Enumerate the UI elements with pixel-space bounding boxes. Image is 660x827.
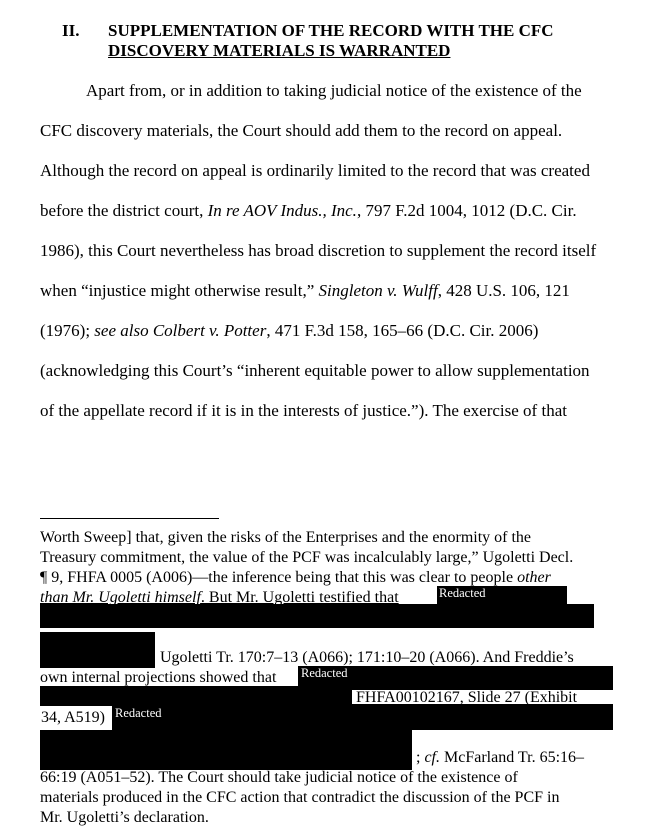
body-line: of the appellate record if it is in the interests of justice.”). The exercise of that [40, 401, 567, 420]
footnote-line: Worth Sweep] that, given the risks of the Enterprises and the enormity of the [40, 529, 532, 546]
footnote-separator [40, 518, 219, 519]
footnote-line: Ugoletti Tr. 170:7–13 (A066); 171:10–20 (A066). And Freddie’s [160, 649, 574, 666]
footnote-line: ¶ 9, FHFA 0005 (A006)—the inference being that this was clear to people other [40, 569, 551, 586]
body-line: before the district court, In re AOV Indus., Inc., 797 F.2d 1004, 1012 (D.C. Cir. [40, 201, 577, 220]
section-title [108, 21, 554, 61]
footnote-line: 66:19 (A051–52). The Court should take judicial notice of the existence of [40, 769, 518, 786]
redaction-box [40, 730, 412, 770]
case-citation: In re AOV Indus., Inc. [207, 201, 357, 220]
redaction-box [112, 704, 613, 730]
body-line: when “injustice might otherwise result,” Singleton v. Wulff, 428 U.S. 106, 121 [40, 281, 570, 300]
footnote-line: Mr. Ugoletti’s declaration. [40, 809, 209, 826]
section-title-line-2: DISCOVERY MATERIALS IS WARRANTED [108, 41, 451, 60]
body-line: (acknowledging this Court’s “inherent equitable power to allow supplementation [40, 361, 590, 380]
case-citation: Singleton v. Wulff [318, 281, 438, 300]
body-line: CFC discovery materials, the Court should add them to the record on appeal. [40, 121, 563, 140]
footnote-line: FHFA00102167, Slide 27 (Exhibit [356, 689, 578, 706]
footnote-line: materials produced in the CFC action that contradict the discussion of the PCF in [40, 789, 560, 806]
footnote-line: ; cf. McFarland Tr. 65:16– [416, 749, 585, 766]
redaction-box [40, 632, 155, 668]
case-citation: see also Colbert v. Potter [94, 321, 267, 340]
section-number: II. [62, 21, 80, 40]
section-title-line-1: SUPPLEMENTATION OF THE RECORD WITH THE CFC [108, 21, 554, 40]
redaction-label: Redacted [439, 586, 486, 600]
footnote-line: than Mr. Ugoletti himself. But Mr. Ugoletti testified that [40, 589, 399, 606]
redaction-box [40, 604, 594, 628]
footnote-line: Treasury commitment, the value of the PCF was incalculably large,” Ugoletti Decl. [40, 549, 574, 566]
footnote-line: own internal projections showed that [40, 669, 277, 686]
body-line: Although the record on appeal is ordinarily limited to the record that was created [40, 161, 590, 180]
body-line: 1986), this Court nevertheless has broad discretion to supplement the record itself [40, 241, 597, 260]
body-line: (1976); see also Colbert v. Potter, 471 F.3d 158, 165–66 (D.C. Cir. 2006) [40, 321, 539, 340]
body-line: Apart from, or in addition to taking judicial notice of the existence of the [86, 81, 582, 100]
redaction-box [40, 686, 352, 706]
footnote-line: 34, A519) [41, 709, 105, 726]
redaction-label: Redacted [301, 666, 348, 680]
redaction-label: Redacted [115, 706, 162, 720]
